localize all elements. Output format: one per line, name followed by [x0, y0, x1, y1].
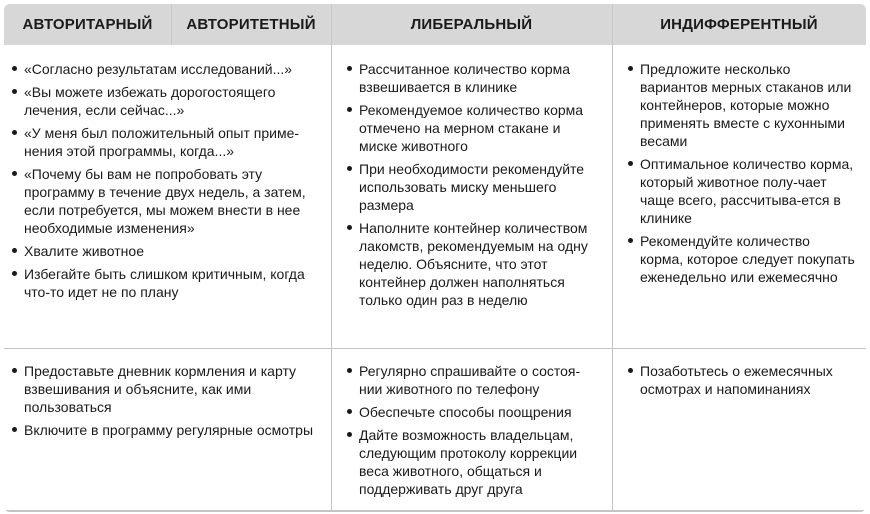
row1-indifferent-list	[628, 60, 856, 286]
header-authoritarian: АВТОРИТАРНЫЙ	[22, 16, 153, 33]
row2-indifferent-cell	[628, 362, 856, 403]
header-authoritative: АВТОРИТЕТНЫЙ	[186, 16, 316, 33]
header-divider	[612, 4, 613, 45]
row2-authoritarian-list	[12, 362, 324, 439]
list-item: Оптимальное количество корма, который животное полу-чает чаще всего, рассчитыва-ется в клинике	[628, 155, 856, 227]
header-liberal: ЛИБЕРАЛЬНЫЙ	[410, 16, 533, 33]
list-item: Избегайте быть слишком критичным, когда что-то идет не по плану	[12, 265, 324, 301]
table-header	[4, 4, 866, 45]
row2-indifferent-list	[628, 362, 856, 398]
row-divider	[4, 348, 866, 349]
list-item: Предоставьте дневник кормления и карту взвешивания и объясните, как ими пользоваться	[12, 362, 324, 416]
column-divider	[612, 45, 613, 512]
row2-liberal-cell	[347, 362, 602, 503]
row2-authoritarian-cell	[12, 362, 324, 444]
list-item: «Вы можете избежать дорогостоящего лечения, если сейчас...»	[12, 83, 324, 119]
list-item: Рекомендуемое количество корма отмечено на мерном стакане и миске животного	[347, 101, 602, 155]
row2-liberal-list	[347, 362, 602, 498]
list-item: Наполните контейнер количеством лакомств, рекомендуемым на одну неделю. Объясните, что этот контейнер должен наполняться только один раз в неделю	[347, 219, 602, 309]
list-item: Дайте возможность владельцам, следующим протоколу коррекции веса животного, общаться и поддерживать друг друга	[347, 426, 602, 498]
list-item: Предложите несколько вариантов мерных стаканов или контейнеров, которые можно применять вместе с кухонными весами	[628, 60, 856, 150]
row1-authoritarian-list	[12, 60, 324, 301]
header-divider	[171, 4, 172, 45]
list-item: Хвалите животное	[12, 242, 324, 260]
communication-styles-table	[4, 4, 866, 512]
row1-indifferent-cell	[628, 60, 856, 291]
list-item: Включите в программу регулярные осмотры	[12, 421, 324, 439]
list-item: Регулярно спрашивайте о состоя-нии животного по телефону	[347, 362, 602, 398]
column-divider	[331, 45, 332, 512]
list-item: Рассчитанное количество корма взвешивается в клинике	[347, 60, 602, 96]
list-item: «Согласно результатам исследований...»	[12, 60, 324, 78]
table-bottom-border	[4, 510, 866, 512]
list-item: «У меня был положительный опыт приме-нения этой программы, когда...»	[12, 124, 324, 160]
row1-liberal-list	[347, 60, 602, 309]
list-item: Рекомендуйте количество корма, которое следует покупать еженедельно или ежемесячно	[628, 232, 856, 286]
header-indifferent: ИНДИФФЕРЕНТНЫЙ	[660, 16, 818, 33]
row1-liberal-cell	[347, 60, 602, 314]
list-item: При необходимости рекомендуйте использовать миску меньшего размера	[347, 160, 602, 214]
row1-authoritarian-cell	[12, 60, 324, 306]
list-item: Обеспечьте способы поощрения	[347, 403, 602, 421]
list-item: Позаботьтесь о ежемесячных осмотрах и напоминаниях	[628, 362, 856, 398]
header-divider	[331, 4, 332, 45]
list-item: «Почему бы вам не попробовать эту программу в течение двух недель, а затем, если потребуется, мы можем внести в нее необходимые изменения»	[12, 165, 324, 237]
